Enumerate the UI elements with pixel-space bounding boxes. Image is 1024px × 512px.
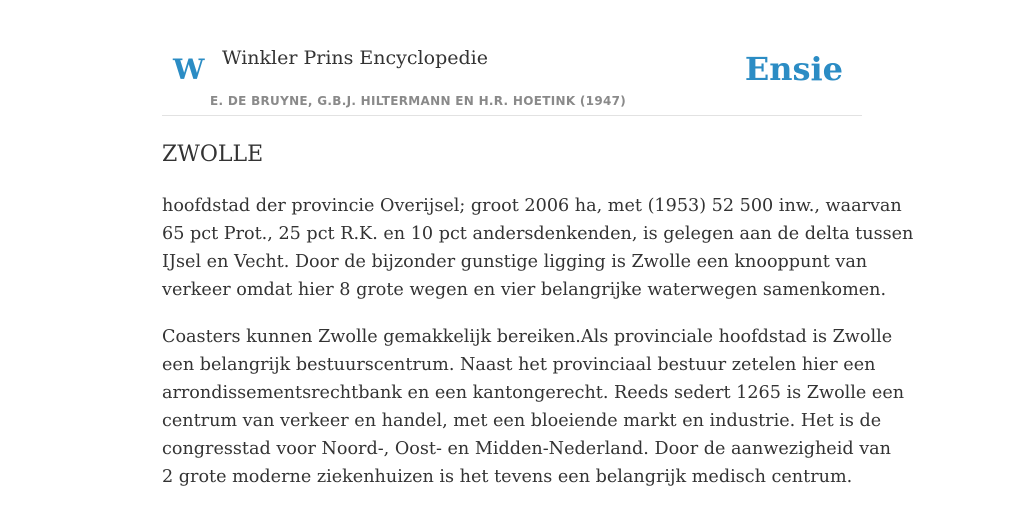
paragraph-line: centrum van verkeer en handel, met een bloeiende markt en industrie. Het is de: [162, 411, 882, 431]
paragraph-line: congresstad voor Noord-, Oost- en Midden-Nederland. Door de aanwezigheid van: [162, 439, 891, 459]
paragraph-line: hoofdstad der provincie Overijsel; groot 2006 ha, met (1953) 52 500 inw., waarvan: [162, 196, 902, 216]
header-divider: [162, 115, 862, 116]
paragraph-line: een belangrijk bestuurscentrum. Naast het provinciaal bestuur zetelen hier een: [162, 355, 876, 375]
entry-title: ZWOLLE: [162, 142, 264, 167]
paragraph-line: arrondissementsrechtbank en een kantongerecht. Reeds sedert 1265 is Zwolle een: [162, 383, 905, 403]
paragraph-line: verkeer omdat hier 8 grote wegen en vier belangrijke waterwegen samenkomen.: [162, 280, 887, 300]
paragraph-2: [162, 323, 905, 491]
winkler-prins-logo[interactable]: W: [173, 53, 205, 86]
paragraph-line: Coasters kunnen Zwolle gemakkelijk bereiken.Als provinciale hoofdstad is Zwolle: [162, 327, 893, 347]
ensie-logo[interactable]: Ensie: [744, 50, 843, 88]
source-authors: E. DE BRUYNE, G.B.J. HILTERMANN EN H.R. HOETINK (1947): [210, 94, 627, 108]
entry-body: [162, 192, 914, 510]
paragraph-1: [162, 192, 914, 304]
paragraph-line: 2 grote moderne ziekenhuizen is het tevens een belangrijk medisch centrum.: [162, 467, 853, 487]
source-title[interactable]: Winkler Prins Encyclopedie: [222, 47, 488, 69]
paragraph-line: IJsel en Vecht. Door de bijzonder gunstige ligging is Zwolle een knooppunt van: [162, 252, 868, 272]
paragraph-line: 65 pct Prot., 25 pct R.K. en 10 pct andersdenkenden, is gelegen aan de delta tussen: [162, 224, 914, 244]
